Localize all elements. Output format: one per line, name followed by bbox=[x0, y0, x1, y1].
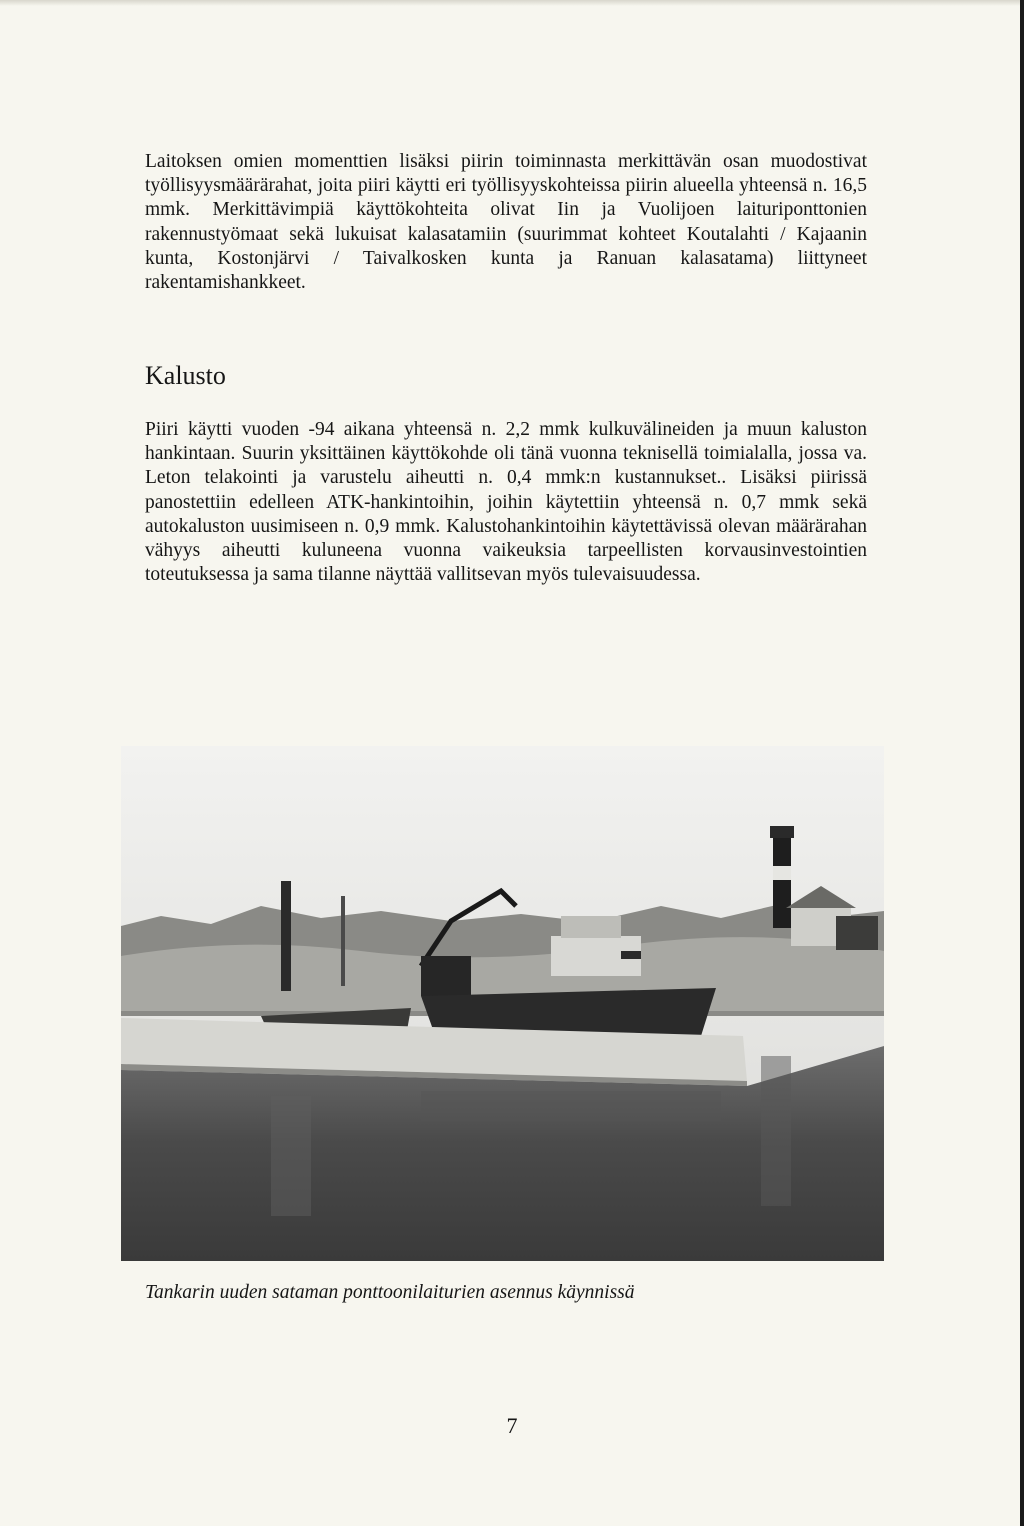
harbour-photo bbox=[121, 746, 884, 1261]
paragraph-employment-funds: Laitoksen omien momenttien lisäksi piirin toiminnasta merkittävän osan muodostivat työllisyysmäärärahat, joita piiri käytti eri työllisyyskohteissa piirin alueella yhteensä n. 16,5 mmk. Merkittävimpiä käyttökohteita olivat Iin ja Vuolijoen laituriponttonien rakennustyömaat sekä lukuisat kalasatamiin (suurimmat kohteet Koutalahti / Kajaanin kunta, Kostonjärvi / Taivalkosken kunta ja Ranuan kalasatama) liittyneet rakentamishankkeet. bbox=[145, 151, 867, 294]
paragraph-equipment: Piiri käytti vuoden -94 aikana yhteensä n. 2,2 mmk kulkuvälineiden ja muun kaluston hankintaan. Suurin yksittäinen käyttökohde oli tänä vuonna teknisellä toimialalla, jossa va. Leton telakointi ja varustelu aiheutti n. 0,4 mmk:n kustannukset.. Lisäksi piirissä panostettiin edelleen ATK-hankintoihin, joihin käytettiin yhteensä n. 0,7 mmk sekä autokaluston uusimiseen n. 0,9 mmk. Kalustohankintoihin käytettävissä olevan määrärahan vähyys aiheutti kuluneena vuonna vaikeuksia tarpeellisten korvausinvestointien toteutuksessa ja sama tilanne näyttää vallitsevan myös tulevaisuudessa. bbox=[145, 419, 867, 586]
page-number: 7 bbox=[506, 1413, 518, 1438]
photo-caption: Tankarin uuden sataman ponttoonilaiturien asennus käynnissä bbox=[145, 1282, 635, 1303]
section-heading: Kalusto bbox=[145, 361, 226, 390]
scan-right-edge bbox=[1020, 0, 1024, 1526]
scan-top-shadow bbox=[0, 0, 1024, 6]
